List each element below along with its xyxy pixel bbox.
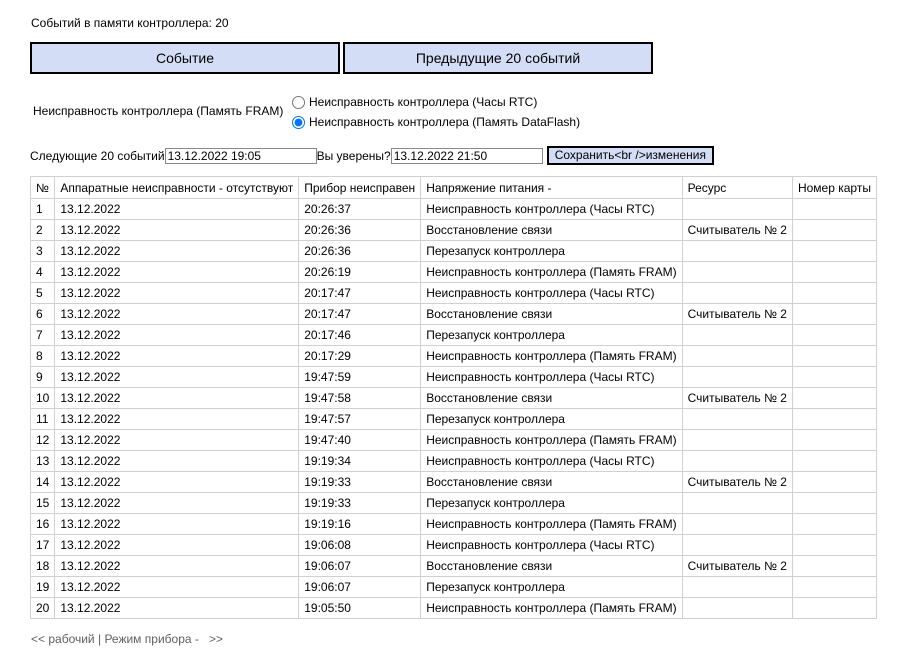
table-cell: 20 bbox=[31, 598, 55, 619]
table-row bbox=[31, 220, 877, 241]
table-cell bbox=[792, 493, 876, 514]
col-device-fault: Прибор неисправен bbox=[299, 177, 421, 199]
table-cell bbox=[682, 514, 792, 535]
table-cell: Неисправность контроллера (Память FRAM) bbox=[421, 430, 682, 451]
table-cell: Перезапуск контроллера bbox=[421, 241, 682, 262]
table-row bbox=[31, 367, 877, 388]
table-cell: 19:47:40 bbox=[299, 430, 421, 451]
table-cell: Перезапуск контроллера bbox=[421, 577, 682, 598]
table-cell: 2 bbox=[31, 220, 55, 241]
event-button[interactable]: Событие bbox=[30, 42, 340, 74]
table-cell: 10 bbox=[31, 388, 55, 409]
table-cell: 8 bbox=[31, 346, 55, 367]
table-row bbox=[31, 283, 877, 304]
confirm-label: Вы уверены? bbox=[316, 148, 391, 163]
table-cell: Перезапуск контроллера bbox=[421, 409, 682, 430]
table-row bbox=[31, 199, 877, 220]
table-cell: Неисправность контроллера (Часы RTC) bbox=[421, 367, 682, 388]
table-cell: Неисправность контроллера (Память FRAM) bbox=[421, 514, 682, 535]
table-cell bbox=[682, 241, 792, 262]
table-cell: Неисправность контроллера (Память FRAM) bbox=[421, 346, 682, 367]
table-cell bbox=[682, 283, 792, 304]
radio-dataflash-label: Неисправность контроллера (Память DataFlash) bbox=[309, 115, 581, 129]
table-cell: 13.12.2022 bbox=[55, 493, 299, 514]
table-cell: 13.12.2022 bbox=[55, 262, 299, 283]
table-cell: 12 bbox=[31, 430, 55, 451]
col-resource: Ресурс bbox=[682, 177, 792, 199]
col-hardware-faults: Аппаратные неисправности - отсутствуют bbox=[55, 177, 299, 199]
table-cell bbox=[682, 577, 792, 598]
table-cell: 19:19:34 bbox=[299, 451, 421, 472]
table-cell: 20:17:47 bbox=[299, 283, 421, 304]
footer-nav bbox=[31, 632, 223, 646]
table-cell bbox=[792, 577, 876, 598]
table-cell: 18 bbox=[31, 556, 55, 577]
table-cell bbox=[792, 514, 876, 535]
table-cell: 1 bbox=[31, 199, 55, 220]
table-cell: Неисправность контроллера (Часы RTC) bbox=[421, 283, 682, 304]
next-events-input[interactable] bbox=[165, 148, 317, 164]
table-cell: 19:06:07 bbox=[299, 556, 421, 577]
table-cell: Восстановление связи bbox=[421, 220, 682, 241]
table-cell: Восстановление связи bbox=[421, 472, 682, 493]
table-cell bbox=[792, 598, 876, 619]
previous-events-button[interactable]: Предыдущие 20 событий bbox=[343, 42, 653, 74]
table-cell: 13.12.2022 bbox=[55, 388, 299, 409]
table-cell bbox=[682, 409, 792, 430]
table-cell bbox=[792, 199, 876, 220]
table-cell: 6 bbox=[31, 304, 55, 325]
table-cell: 20:26:37 bbox=[299, 199, 421, 220]
table-cell: Неисправность контроллера (Часы RTC) bbox=[421, 451, 682, 472]
table-cell: 13.12.2022 bbox=[55, 535, 299, 556]
table-row bbox=[31, 262, 877, 283]
col-card-number: Номер карты bbox=[792, 177, 876, 199]
table-cell: Восстановление связи bbox=[421, 388, 682, 409]
table-cell bbox=[792, 325, 876, 346]
radio-dataflash[interactable] bbox=[292, 116, 305, 129]
table-cell bbox=[682, 598, 792, 619]
col-voltage: Напряжение питания - bbox=[421, 177, 682, 199]
table-cell: Неисправность контроллера (Память FRAM) bbox=[421, 598, 682, 619]
col-number: № bbox=[31, 177, 55, 199]
table-cell bbox=[682, 262, 792, 283]
table-cell: Восстановление связи bbox=[421, 556, 682, 577]
table-row bbox=[31, 472, 877, 493]
table-cell bbox=[682, 451, 792, 472]
table-cell: 13.12.2022 bbox=[55, 514, 299, 535]
table-row bbox=[31, 514, 877, 535]
events-table bbox=[30, 176, 877, 619]
table-cell: 13.12.2022 bbox=[55, 451, 299, 472]
table-cell: Считыватель № 2 bbox=[682, 220, 792, 241]
table-row bbox=[31, 304, 877, 325]
table-cell: 20:26:19 bbox=[299, 262, 421, 283]
table-row bbox=[31, 430, 877, 451]
table-cell: 13.12.2022 bbox=[55, 283, 299, 304]
table-cell: 13.12.2022 bbox=[55, 241, 299, 262]
footer-separator: | bbox=[94, 632, 105, 646]
table-cell bbox=[792, 409, 876, 430]
table-row bbox=[31, 556, 877, 577]
table-cell: 7 bbox=[31, 325, 55, 346]
table-cell: 20:17:29 bbox=[299, 346, 421, 367]
table-cell: 19:47:58 bbox=[299, 388, 421, 409]
controls-row bbox=[30, 146, 714, 165]
table-cell: 17 bbox=[31, 535, 55, 556]
next-link[interactable]: >> bbox=[208, 632, 223, 646]
table-cell: 19:05:50 bbox=[299, 598, 421, 619]
table-cell: 13.12.2022 bbox=[55, 325, 299, 346]
table-cell bbox=[682, 199, 792, 220]
table-cell: 20:26:36 bbox=[299, 241, 421, 262]
table-cell: 13 bbox=[31, 451, 55, 472]
table-cell: Считыватель № 2 bbox=[682, 304, 792, 325]
table-cell: 13.12.2022 bbox=[55, 346, 299, 367]
table-cell: 19:19:16 bbox=[299, 514, 421, 535]
events-count-label: Событий в памяти контроллера: 20 bbox=[31, 16, 229, 30]
table-row bbox=[31, 598, 877, 619]
table-cell: Перезапуск контроллера bbox=[421, 493, 682, 514]
table-cell: 9 bbox=[31, 367, 55, 388]
table-cell bbox=[792, 388, 876, 409]
table-cell: 11 bbox=[31, 409, 55, 430]
table-cell: 19:47:57 bbox=[299, 409, 421, 430]
table-cell: 13.12.2022 bbox=[55, 472, 299, 493]
table-row bbox=[31, 535, 877, 556]
table-cell bbox=[792, 346, 876, 367]
table-cell bbox=[682, 367, 792, 388]
table-cell bbox=[682, 325, 792, 346]
table-row bbox=[31, 346, 877, 367]
radio-option-rtc[interactable] bbox=[292, 95, 537, 109]
table-cell bbox=[792, 430, 876, 451]
table-cell: 13.12.2022 bbox=[55, 430, 299, 451]
table-cell: 20:17:46 bbox=[299, 325, 421, 346]
table-cell: 19:06:07 bbox=[299, 577, 421, 598]
table-row bbox=[31, 241, 877, 262]
table-cell bbox=[792, 367, 876, 388]
table-row bbox=[31, 409, 877, 430]
table-cell: 19:47:59 bbox=[299, 367, 421, 388]
radio-rtc-label: Неисправность контроллера (Часы RTC) bbox=[309, 95, 538, 109]
confirm-input[interactable] bbox=[391, 148, 543, 164]
table-row bbox=[31, 577, 877, 598]
table-cell: 13.12.2022 bbox=[55, 220, 299, 241]
table-cell: 15 bbox=[31, 493, 55, 514]
table-cell bbox=[792, 556, 876, 577]
table-row bbox=[31, 325, 877, 346]
table-cell bbox=[792, 283, 876, 304]
table-cell bbox=[792, 241, 876, 262]
mode-link[interactable]: Режим прибора - bbox=[104, 632, 199, 646]
table-cell: 19:19:33 bbox=[299, 493, 421, 514]
table-cell bbox=[682, 493, 792, 514]
table-cell: 20:17:47 bbox=[299, 304, 421, 325]
table-cell: Восстановление связи bbox=[421, 304, 682, 325]
table-cell bbox=[682, 346, 792, 367]
table-cell bbox=[792, 535, 876, 556]
table-cell bbox=[792, 451, 876, 472]
table-row bbox=[31, 451, 877, 472]
prev-link[interactable]: << рабочий bbox=[31, 632, 95, 646]
table-header-row bbox=[31, 177, 877, 199]
table-cell bbox=[682, 430, 792, 451]
table-cell bbox=[682, 535, 792, 556]
table-cell: Неисправность контроллера (Память FRAM) bbox=[421, 262, 682, 283]
table-cell bbox=[792, 472, 876, 493]
table-cell: Считыватель № 2 bbox=[682, 388, 792, 409]
table-cell: 19 bbox=[31, 577, 55, 598]
table-cell: 13.12.2022 bbox=[55, 556, 299, 577]
table-cell bbox=[792, 262, 876, 283]
table-cell: 13.12.2022 bbox=[55, 367, 299, 388]
table-cell: 13.12.2022 bbox=[55, 577, 299, 598]
table-row bbox=[31, 493, 877, 514]
table-cell: 19:19:33 bbox=[299, 472, 421, 493]
table-cell: Считыватель № 2 bbox=[682, 472, 792, 493]
next-events-label: Следующие 20 событий bbox=[30, 148, 165, 163]
table-cell: Считыватель № 2 bbox=[682, 556, 792, 577]
save-changes-button[interactable]: Сохранить<br />изменения bbox=[547, 146, 714, 165]
table-cell: 13.12.2022 bbox=[55, 409, 299, 430]
table-cell: 14 bbox=[31, 472, 55, 493]
table-cell: 4 bbox=[31, 262, 55, 283]
table-cell: Перезапуск контроллера bbox=[421, 325, 682, 346]
table-cell: 13.12.2022 bbox=[55, 598, 299, 619]
table-cell: 5 bbox=[31, 283, 55, 304]
table-cell: Неисправность контроллера (Часы RTC) bbox=[421, 199, 682, 220]
radio-rtc[interactable] bbox=[292, 96, 305, 109]
table-cell: 3 bbox=[31, 241, 55, 262]
table-cell: 16 bbox=[31, 514, 55, 535]
table-cell: 13.12.2022 bbox=[55, 304, 299, 325]
table-cell: 19:06:08 bbox=[299, 535, 421, 556]
table-cell: 20:26:36 bbox=[299, 220, 421, 241]
fault-label: Неисправность контроллера (Память FRAM) bbox=[33, 104, 284, 118]
radio-option-dataflash[interactable] bbox=[292, 115, 580, 129]
table-cell bbox=[792, 220, 876, 241]
table-cell: Неисправность контроллера (Часы RTC) bbox=[421, 535, 682, 556]
table-cell: 13.12.2022 bbox=[55, 199, 299, 220]
table-cell bbox=[792, 304, 876, 325]
table-row bbox=[31, 388, 877, 409]
